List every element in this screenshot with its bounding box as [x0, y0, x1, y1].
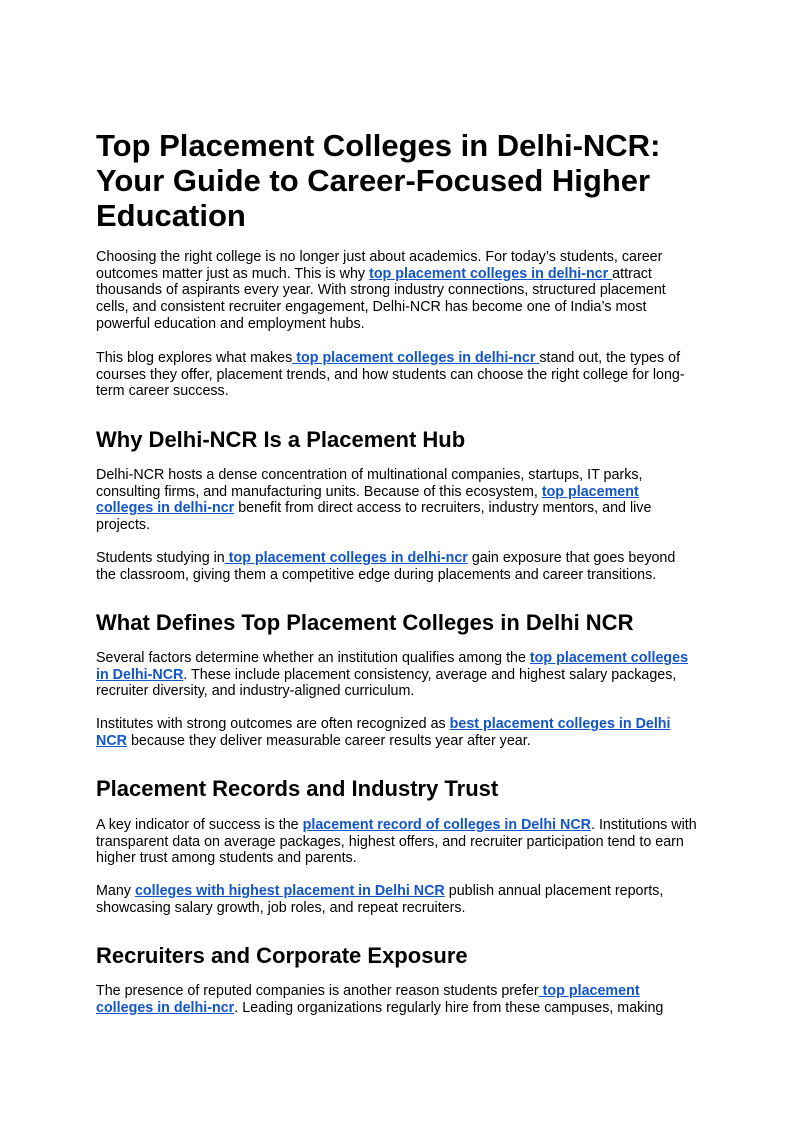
records-paragraph-1 — [96, 817, 698, 867]
defines-p2-link[interactable]: best placement colleges in Delhi NCR — [96, 716, 671, 749]
defines-paragraph-2 — [96, 716, 698, 749]
defines-p1-text-a: Several factors determine whether an institution qualifies among the — [96, 650, 530, 666]
defines-p2-text-b: because they deliver measurable career results year after year. — [126, 732, 531, 749]
recruiters-p1-link[interactable]: top placement colleges in delhi-ncr — [96, 983, 640, 1016]
records-paragraph-2 — [96, 883, 698, 916]
page-title: Top Placement Colleges in Delhi-NCR: Your Guide to Career-Focused Higher Education — [96, 128, 661, 233]
why-p2-text-a: Students studying in — [96, 550, 225, 566]
intro-p2-text-b: stand out, the types of courses they offer, placement trends, and how students can choose the right college for long-term career success. — [96, 350, 685, 400]
why-p2-text-b: gain exposure that goes beyond the classroom, giving them a competitive edge during placements and career transitions. — [96, 550, 676, 583]
heading-recruiters: Recruiters and Corporate Exposure — [96, 943, 468, 968]
recruiters-paragraph-1 — [96, 983, 698, 1016]
intro-paragraph-1 — [96, 249, 698, 333]
intro-p1-link[interactable]: top placement colleges in delhi-ncr — [369, 265, 613, 282]
why-paragraph-1 — [96, 467, 698, 534]
intro-paragraph-2 — [96, 350, 698, 400]
defines-p2-text-a: Institutes with strong outcomes are often recognized as — [96, 716, 450, 732]
why-p1-text-b: benefit from direct access to recruiters, industry mentors, and live projects. — [96, 500, 652, 534]
recruiters-p1-text-b: . Leading organizations regularly hire from these campuses, making — [234, 999, 664, 1016]
records-p1-text-a: A key indicator of success is the — [96, 817, 303, 833]
defines-paragraph-1 — [96, 650, 698, 700]
why-p1-text-a: Delhi-NCR hosts a dense concentration of multinational companies, startups, IT parks, consulting firms, and manufacturing units. Because of this ecosystem, — [96, 467, 643, 500]
defines-p1-link[interactable]: top placement colleges in Delhi-NCR — [96, 650, 689, 683]
records-p2-text-a: Many — [96, 883, 135, 899]
document-page — [96, 128, 698, 1016]
why-p1-link[interactable]: top placement colleges in delhi-ncr — [96, 483, 639, 517]
records-p1-link[interactable]: placement record of colleges in Delhi NCR — [302, 817, 591, 833]
why-p2-link[interactable]: top placement colleges in delhi-ncr — [224, 550, 468, 566]
heading-placement-records: Placement Records and Industry Trust — [96, 776, 499, 801]
intro-p2-link[interactable]: top placement colleges in delhi-ncr — [292, 350, 540, 366]
heading-why-delhi-ncr: Why Delhi-NCR Is a Placement Hub — [96, 427, 466, 452]
defines-p1-text-b: . These include placement consistency, average and highest salary packages, recruiter diversity, and industry-aligned curriculum. — [96, 666, 677, 700]
records-p2-text-b: publish annual placement reports, showcasing salary growth, job roles, and repeat recruiters. — [96, 883, 664, 916]
heading-what-defines: What Defines Top Placement Colleges in Delhi NCR — [96, 610, 634, 635]
recruiters-p1-text-a: The presence of reputed companies is another reason students prefer — [96, 983, 539, 999]
records-p2-link[interactable]: colleges with highest placement in Delhi NCR — [134, 883, 445, 899]
why-paragraph-2 — [96, 550, 698, 583]
records-p1-text-b: . Institutions with transparent data on average packages, highest offers, and recruiter participation tend to earn higher trust among students and parents. — [96, 817, 697, 867]
intro-p2-text-a: This blog explores what makes — [96, 350, 293, 366]
intro-p1-text-a: Choosing the right college is no longer just about academics. For today’s students, career outcomes matter just as much. This is why — [96, 249, 663, 282]
intro-p1-text-b: attract thousands of aspirants every year. With strong industry connections, structured placement cells, and consistent recruiter engagement, Delhi-NCR has become one of India’s most powerful education and employment hubs. — [96, 265, 666, 332]
